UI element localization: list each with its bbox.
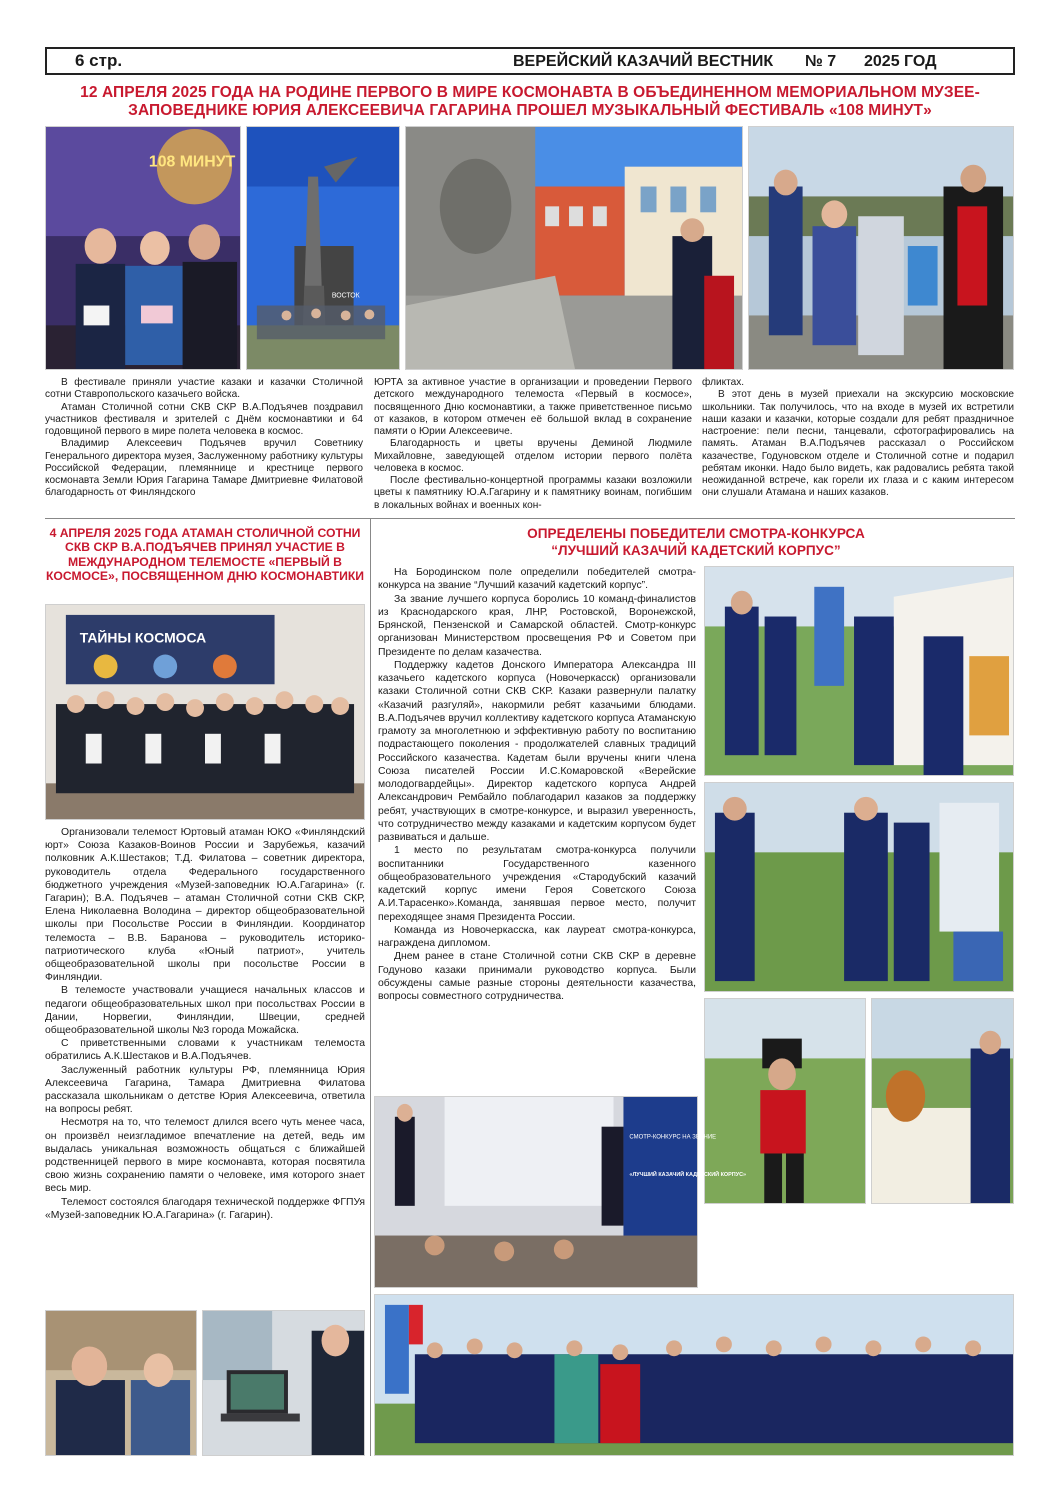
banner-top-text: СМОТР-КОНКУРС НА ЗВАНИЕ [629, 1134, 717, 1141]
paragraph: Благодарность и цветы вручены Деминой Людмиле Михайловне, заведующей отделом истории первого полёта человека в космос. [374, 438, 692, 474]
photo-classroom-group [45, 604, 365, 820]
paragraph: 1 место по результатам смотра-конкурса получили воспитанники Государственного казенного общеобразовательного учреждения «Стародубский казачий кадетский корпус имени Героя Советского Союза А.И.Тарасенко».Команда, занявшая первое место, получит переходящее знамя Президента России. [378, 845, 696, 923]
photo-cossacks-schoolchildren [748, 126, 1014, 370]
page-number: 6 стр. [75, 51, 123, 70]
contest-headline-line1: ОПРЕДЕЛЕНЫ ПОБЕДИТЕЛИ СМОТРА-КОНКУРСА [527, 526, 865, 541]
telebridge-text [45, 826, 365, 1222]
newspaper-name: ВЕРЕЙСКИЙ КАЗАЧИЙ ВЕСТНИК [513, 53, 774, 70]
telebridge-headline: 4 АПРЕЛЯ 2025 ГОДА АТАМАН СТОЛИЧНОЙ СОТНИ СКВ СКР В.А.ПОДЪЯЧЕВ ПРИНЯЛ УЧАСТИЕ В МЕЖДУНАРОДНОМ ТЕЛЕМОСТЕ «ПЕРВЫЙ В КОСМОСЕ», ПОСВЯЩЕННОМ ДНЮ КОСМОНАВТИКИ [45, 526, 365, 584]
photo-group-borodino [374, 1294, 1014, 1456]
banner-main-text: «ЛУЧШИЙ КАЗАЧИЙ КАДЕТСКИЙ КОРПУС» [629, 1172, 747, 1179]
photo-cossack-tent [704, 566, 1014, 776]
contest-headline-line2: “ЛУЧШИЙ КАЗАЧИЙ КАДЕТСКИЙ КОРПУС” [551, 542, 841, 558]
paragraph: В телемосте участвовали учащиеся начальных классов и педагоги общеобразовательных школ при посольствах России в Дании, Норвегии, Финляндии, Швеции, средней общеобразовательной школы №3 города Можайска. [45, 985, 365, 1037]
photo-cossack-ranks [704, 782, 1014, 992]
paragraph: Заслуженный работник культуры РФ, племянница Юрия Алексеевича Гагарина, Тамара Дмитриевна Филатова рассказала школьникам о детстве Юрия Алексеевича, ответила на вопросы ребят. [45, 1064, 365, 1116]
paragraph: Атаман Столичной сотни СКВ СКР В.А.Подъячев поздравил участников фестиваля и зрителей с Днём космонавтики и 64 годовщиной первого в мире полета человека в космос. [45, 401, 363, 437]
classroom-sign-text: ТАЙНЫ КОСМОСА [79, 629, 207, 646]
paragraph: С приветственными словами к участникам телемоста обратились А.К.Шестаков и В.А.Подъячев. [45, 1038, 365, 1063]
paragraph: В этот день в музей приехали на экскурсию московские школьники. Так получилось, что на входе в музей их встретили наши казаки и казачки, которые создали для ребят праздничное настроение: пели песни, танцевали, сфотографировались на память. Атаман В.А.Подъячев рассказал о Российском казачестве, Годуновском отделе и Столичной сотне и подарил ребятам иконки. Надо было видеть, как радовались ребята такой неожиданной встрече, как горели их глаза и с каким интересом они слушали Атамана и наших казаков. [702, 389, 1014, 499]
photo-awards-ceremony [374, 1096, 747, 1288]
photo-festival-award [45, 126, 241, 370]
festival-text-col3 [702, 377, 1014, 500]
paragraph: Телемост состоялся благодаря технической поддержке ФГПУя «Музей-заповедник Ю.А.Гагарина» (г. Гагарин). [45, 1196, 365, 1221]
photo-samovar-table [871, 998, 1014, 1204]
page-header [45, 47, 1015, 75]
paragraph: фликтах. [702, 377, 745, 388]
issue-year: 2025 ГОД [864, 53, 937, 70]
photo-memorial-square [405, 126, 743, 370]
paragraph: Организовали телемост Юртовый атаман ЮКО «Финляндский юрт» Союза Казаков-Воинов России и Зарубежья, казачий полковник А.К.Шестаков; Т.Д. Филатова – советник директора, руководитель отдела Федерального государственного бюджетного учреждения «Музей-заповедник Ю.А.Гагарина» (г. Гагарин); В.А. Подъячев – атаман Столичной сотни СКВ СКР, Елена Николаевна Володина – директор общеобразовательной школы при Посольстве России в Финляндии. Координатор телемоста – В.В. Баранова – руководитель историко-патриотического клуба «Юный патриот», учитель общеобразовательной школы при посольстве России в Финляндии. [45, 827, 365, 984]
festival-text-col2 [374, 377, 692, 512]
paragraph: Поддержку кадетов Донского Императора Александра III казачьего кадетского корпуса (Новочеркасск) организовали казаки Столичной сотни СКВ СКР. Казаки развернули палатку «Казачий разгуляй», накормили ребят казачьими блюдами. В.А.Подъячев вручил коллективу кадетского корпуса Атаманскую грамоту за многолетнюю и эффективную работу по воспитанию подрастающего поколения - продолжателей славных традиций Российского казачества. Кадетам были вручены книги члена Союза писателей России И.С.Комаровской «Верейские молодогвардейцы». Директор кадетского корпуса Андрей Александрович Рембайло поблагодарил казаков за поддержку ребят, участвующих в смотре-конкурсе, и выразил уверенность, что сотрудничество между казаками и кадетским корпусом будет развиваться и дальше. [378, 659, 696, 843]
paragraph: За звание лучшего корпуса боролись 10 команд-финалистов из Краснодарского края, ЛНР, Ростовской, Воронежской, Брянской, Пензенской и Самарской областей. Смотр-конкурс организован Министерством просвещения РФ и Советом при Президенте по делам казачества. [378, 593, 696, 658]
column-divider [370, 518, 371, 1456]
main-headline: 12 АПРЕЛЯ 2025 ГОДА НА РОДИНЕ ПЕРВОГО В МИРЕ КОСМОНАВТА В ОБЪЕДИНЕННОМ МЕМОРИАЛЬНОМ МУЗЕЕ-ЗАПОВЕДНИКЕ ЮРИЯ АЛЕКСЕЕВИЧА ГАГАРИНА ПРОШЕЛ МУЗЫКАЛЬНЫЙ ФЕСТИВАЛЬ «108 МИНУТ» [80, 84, 980, 120]
paragraph: Команда из Новочеркасска, как лауреат смотра-конкурса, награждена дипломом. [378, 924, 696, 949]
issue-number: № 7 [805, 53, 837, 70]
paragraph: Владимир Алексеевич Подъячев вручил Советнику Генерального директора музея, Заслуженному работнику культуры Российской Федерации, племяннице и крестнице первого космонавта Земли Юрия Гагарина Тамаре Дмитриевне Филатовой благодарность от Финляндского [45, 438, 363, 499]
paragraph: После фестивально-концертной программы казаки возложили цветы к памятнику Ю.А.Гагарину и к памятнику воинам, погибшим в локальных войнах и военных кон- [374, 475, 692, 511]
festival-text-col1 [45, 377, 363, 500]
photo-gagarin-monument [246, 126, 400, 370]
photo-ataman-and-filatova [45, 1310, 197, 1456]
paragraph: Несмотря на то, что телемост длился всего чуть менее часа, он произвёл неизгладимое впечатление на детей, ведь им выдалась уникальная возможность общаться с ближайшей родственницей первого в мире космонавта, которая посвятила свою жизнь сохранению памяти о человеке, имя которого знает весь мир. [45, 1117, 365, 1195]
paragraph: На Бородинском поле определили победителей смотра-конкурса на звание “Лучший казачий кадетский корпус”. [378, 567, 696, 592]
hotel-sign-text: ВОСТОК [331, 292, 360, 300]
paragraph: В фестивале приняли участие казаки и казачки Столичной сотни Ставропольского казачьего войска. [45, 377, 363, 401]
paragraph: ЮРТА за активное участие в организации и проведении Первого детского международного телемоста «Первый в космосе», посвященного Дню космонавтики, а также приветственное письмо от казаков, в котором отмечен её большой вклад в сохранение памяти о Юрии Алексеевиче. [374, 377, 692, 437]
contest-text [378, 566, 696, 1003]
contest-headline [378, 526, 1014, 560]
paragraph: Днем ранее в стане Столичной сотни СКВ СКР в деревне Годуново казаки принимали руководство корпуса. Были обсуждены самые разные стороны деятельности казачества, вопросы совместного сотрудничества. [378, 951, 696, 1002]
photo-telebridge-laptop [202, 1310, 365, 1456]
section-divider [45, 518, 1015, 519]
festival-banner-text: 108 МИНУТ [148, 153, 236, 171]
